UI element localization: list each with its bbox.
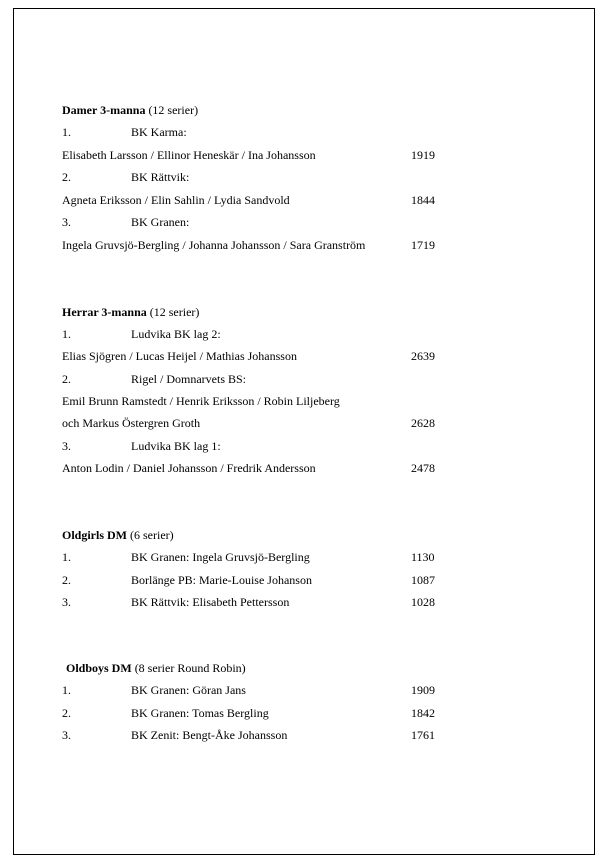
place-number: 2.	[62, 706, 71, 720]
team-name: BK Karma:	[131, 125, 187, 139]
players-row	[62, 147, 435, 163]
players-row	[62, 415, 435, 431]
place-number: 2.	[62, 573, 71, 587]
score: 1919	[411, 148, 435, 162]
place-number: 3.	[62, 595, 71, 609]
document-page	[13, 8, 595, 855]
place-number: 3.	[62, 215, 71, 229]
team-and-player: BK Rättvik: Elisabeth Pettersson	[131, 595, 290, 609]
team-and-player: Borlänge PB: Marie-Louise Johanson	[131, 573, 312, 587]
score: 1719	[411, 238, 435, 252]
score: 1130	[411, 550, 435, 564]
team-and-player: BK Granen: Göran Jans	[131, 683, 246, 697]
section-title: Oldboys DM	[66, 661, 132, 675]
player-names: och Markus Östergren Groth	[62, 416, 201, 430]
place-number: 3.	[62, 439, 71, 453]
section-subtitle: (8 serier Round Robin)	[134, 661, 246, 675]
place-number: 1.	[62, 550, 71, 564]
score: 1909	[411, 683, 435, 697]
section-title: Herrar 3-manna	[62, 305, 147, 319]
score: 1761	[411, 728, 435, 742]
player-names: Anton Lodin / Daniel Johansson / Fredrik Andersson	[62, 461, 316, 475]
team-and-player: BK Granen: Ingela Gruvsjö-Bergling	[131, 550, 310, 564]
team-name: Ludvika BK lag 2:	[131, 327, 221, 341]
section-subtitle: (12 serier)	[148, 103, 199, 117]
section-heading	[62, 304, 199, 320]
team-and-player: BK Zenit: Bengt-Åke Johansson	[131, 728, 288, 742]
team-name: BK Granen:	[131, 215, 190, 229]
place-number: 1.	[62, 125, 71, 139]
players-row	[62, 348, 435, 364]
score: 1087	[411, 573, 435, 587]
place-number: 2.	[62, 372, 71, 386]
section-heading	[62, 527, 174, 543]
place-number: 2.	[62, 170, 71, 184]
section-heading	[62, 102, 198, 118]
score: 1842	[411, 706, 435, 720]
player-names: Elisabeth Larsson / Ellinor Heneskär / Ina Johansson	[62, 148, 316, 162]
score: 2639	[411, 349, 435, 363]
team-name: Ludvika BK lag 1:	[131, 439, 221, 453]
section-heading	[66, 660, 246, 676]
section-title: Oldgirls DM	[62, 528, 127, 542]
score: 2478	[411, 461, 435, 475]
players-row	[62, 393, 340, 409]
players-row	[62, 192, 435, 208]
player-names: Emil Brunn Ramstedt / Henrik Eriksson / Robin Liljeberg	[62, 394, 340, 408]
section-subtitle: (12 serier)	[149, 305, 200, 319]
place-number: 1.	[62, 327, 71, 341]
players-row	[62, 460, 435, 476]
players-row	[62, 237, 435, 253]
score: 1844	[411, 193, 435, 207]
team-name: BK Rättvik:	[131, 170, 190, 184]
place-number: 1.	[62, 683, 71, 697]
section-subtitle: (6 serier)	[130, 528, 174, 542]
player-names: Elias Sjögren / Lucas Heijel / Mathias Johansson	[62, 349, 297, 363]
player-names: Ingela Gruvsjö-Bergling / Johanna Johansson / Sara Granström	[62, 238, 366, 252]
section-title: Damer 3-manna	[62, 103, 146, 117]
score: 1028	[411, 595, 435, 609]
player-names: Agneta Eriksson / Elin Sahlin / Lydia Sandvold	[62, 193, 290, 207]
team-and-player: BK Granen: Tomas Bergling	[131, 706, 269, 720]
team-name: Rigel / Domnarvets BS:	[131, 372, 246, 386]
place-number: 3.	[62, 728, 71, 742]
score: 2628	[411, 416, 435, 430]
